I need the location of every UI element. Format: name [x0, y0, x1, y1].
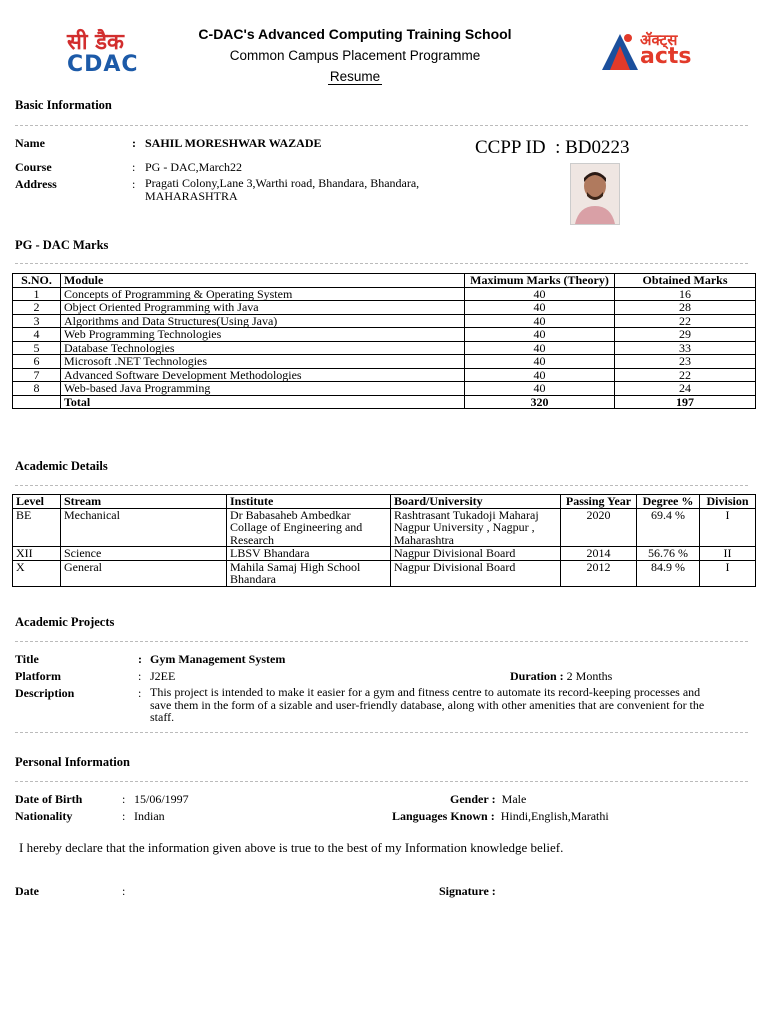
table-row [13, 547, 756, 561]
column-header: Board/University [391, 495, 561, 509]
module-cell: Web-based Java Programming [61, 382, 465, 396]
institute-cell [227, 560, 391, 586]
level-cell: BE [13, 508, 61, 547]
personal-heading: Personal Information [15, 755, 130, 769]
languages-label: Languages Known [392, 809, 488, 823]
institute-line: Collage of Engineering and [230, 520, 363, 534]
divider [15, 732, 748, 733]
serial-number-cell: 3 [13, 314, 61, 328]
board-line: Maharashtra [394, 532, 454, 547]
column-header: Institute [227, 495, 391, 509]
stream-cell: Science [61, 547, 227, 561]
marks-table [12, 273, 756, 409]
institute-line: Bhandara [230, 572, 276, 586]
divider [15, 781, 748, 782]
level-cell: XII [13, 547, 61, 561]
column-header: Degree % [637, 495, 700, 509]
course-label: Course [15, 160, 52, 174]
description-label: Description [15, 686, 75, 700]
board-line: Rashtrasant Tukadoji Maharaj [394, 507, 539, 522]
max-marks-cell: 40 [465, 301, 615, 315]
passing-year-cell: 2014 [561, 547, 637, 561]
degree-percent-cell: 84.9 % [637, 560, 700, 586]
project-description [150, 686, 750, 724]
board-cell [391, 508, 561, 547]
obtained-marks-cell: 23 [615, 355, 756, 369]
address-line-1: Pragati Colony,Lane 3,Warthi road, Bhandara, Bhandara, [145, 176, 420, 190]
languages-value: Hindi,English,Marathi [500, 809, 609, 823]
max-marks-cell: 40 [465, 368, 615, 382]
school-title: C-DAC's Advanced Computing Training School [198, 26, 512, 42]
description-line: save them in the form of a sizable and user-friendly database, along with other amenities that are convenient for the [150, 697, 705, 712]
serial-number-cell: 4 [13, 328, 61, 342]
address-value [145, 177, 419, 202]
board-line: Nagpur Divisional Board [394, 559, 516, 574]
max-marks-cell: 40 [465, 341, 615, 355]
level-cell: X [13, 560, 61, 586]
cdac-logo-hindi: सी डैक [67, 30, 124, 55]
max-marks-cell: 40 [465, 355, 615, 369]
dob-label: Date of Birth [15, 792, 83, 806]
gender-value: Male [501, 792, 527, 806]
table-row [13, 301, 756, 315]
ccpp-id: : BD0223 [555, 137, 630, 158]
degree-percent-cell: 69.4 % [637, 508, 700, 547]
platform-label: Platform [15, 669, 61, 683]
course-value: PG - DAC,March22 [145, 160, 242, 174]
acts-emblem-icon [600, 30, 640, 72]
board-cell [391, 560, 561, 586]
description-line: This project is intended to make it easier for a gym and fitness centre to automate its record-keeping processes and [150, 685, 701, 699]
dob-value: 15/06/1997 [134, 792, 189, 806]
column-header: Stream [61, 495, 227, 509]
module-cell: Algorithms and Data Structures(Using Java) [61, 314, 465, 328]
passing-year-cell: 2020 [561, 508, 637, 547]
obtained-marks-cell: 16 [615, 287, 756, 301]
serial-number-cell: 6 [13, 355, 61, 369]
serial-number-cell: 5 [13, 341, 61, 355]
institute-line: Research [230, 532, 274, 547]
candidate-photo [570, 163, 620, 225]
board-line: Nagpur Divisional Board [394, 546, 516, 560]
project-title: Gym Management System [150, 652, 286, 666]
serial-number-cell: 2 [13, 301, 61, 315]
table-row [13, 368, 756, 382]
max-marks-cell: 40 [465, 287, 615, 301]
column-header: Passing Year [561, 495, 637, 509]
total-label: Total [61, 395, 465, 409]
basic-info-heading: Basic Information [15, 98, 112, 112]
address-label: Address [15, 177, 57, 191]
cdac-logo [65, 26, 145, 78]
institute-line: Mahila Samaj High School [230, 559, 361, 574]
candidate-name: SAHIL MORESHWAR WAZADE [145, 136, 322, 150]
board-cell [391, 547, 561, 561]
divider [15, 485, 748, 486]
passing-year-cell: 2012 [561, 560, 637, 586]
total-max-marks: 320 [465, 395, 615, 409]
max-marks-cell: 40 [465, 382, 615, 396]
module-cell: Object Oriented Programming with Java [61, 301, 465, 315]
column-header: Obtained Marks [615, 274, 756, 288]
obtained-marks-cell: 24 [615, 382, 756, 396]
max-marks-cell: 40 [465, 314, 615, 328]
obtained-marks-cell: 33 [615, 341, 756, 355]
module-cell: Database Technologies [61, 341, 465, 355]
address-line-2: MAHARASHTRA [145, 188, 238, 203]
table-row [13, 355, 756, 369]
date-label: Date [15, 884, 39, 898]
acts-logo [600, 30, 710, 75]
module-cell: Microsoft .NET Technologies [61, 355, 465, 369]
institute-cell [227, 547, 391, 561]
gender-label: Gender [450, 792, 489, 806]
programme-subtitle: Common Campus Placement Programme [229, 48, 481, 63]
column-header: Division [700, 495, 756, 509]
divider [15, 263, 748, 264]
column-header: Level [13, 495, 61, 509]
divider [15, 125, 748, 126]
project-title-label: Title [15, 652, 39, 666]
duration-label: Duration [510, 669, 557, 683]
table-row [13, 341, 756, 355]
institute-cell [227, 508, 391, 547]
total-row [13, 395, 756, 409]
name-label: Name [15, 136, 45, 150]
table-header-row [13, 495, 756, 509]
resume-label: Resume [329, 69, 381, 84]
table-row [13, 508, 756, 547]
stream-cell: General [61, 560, 227, 586]
serial-number-cell: 7 [13, 368, 61, 382]
table-row [13, 328, 756, 342]
acts-logo-hindi: ॲक्ट्स [640, 31, 678, 49]
description-line: staff. [150, 710, 175, 724]
projects-heading: Academic Projects [15, 615, 115, 629]
institute-line: Dr Babasaheb Ambedkar [230, 507, 351, 522]
obtained-marks-cell: 22 [615, 314, 756, 328]
table-row [13, 287, 756, 301]
cdac-logo-text: CDAC [67, 52, 139, 77]
marks-heading: PG - DAC Marks [15, 238, 109, 252]
module-cell: Web Programming Technologies [61, 328, 465, 342]
obtained-marks-cell: 29 [615, 328, 756, 342]
table-row [13, 314, 756, 328]
obtained-marks-cell: 28 [615, 301, 756, 315]
column-header: S.NO. [13, 274, 61, 288]
declaration-text: I hereby declare that the information given above is true to the best of my Information knowledge belief. [19, 840, 564, 855]
duration-value: 2 Months [566, 669, 613, 683]
serial-number-cell: 1 [13, 287, 61, 301]
serial-number-cell: 8 [13, 382, 61, 396]
obtained-marks-cell: 22 [615, 368, 756, 382]
table-header-row [13, 274, 756, 288]
column-header: Module [61, 274, 465, 288]
column-header: Maximum Marks (Theory) [465, 274, 615, 288]
nationality-label: Nationality [15, 809, 73, 823]
acts-logo-text: acts [640, 44, 692, 69]
signature-label: Signature [439, 884, 489, 898]
degree-percent-cell: 56.76 % [637, 547, 700, 561]
board-line: Nagpur University , Nagpur , [394, 520, 535, 534]
divider [15, 641, 748, 642]
module-cell: Advanced Software Development Methodologies [61, 368, 465, 382]
table-row [13, 382, 756, 396]
division-cell: II [700, 547, 756, 561]
institute-line: LBSV Bhandara [230, 546, 310, 560]
total-obtained-marks: 197 [615, 395, 756, 409]
academic-heading: Academic Details [15, 459, 108, 473]
stream-cell: Mechanical [61, 508, 227, 547]
division-cell: I [700, 560, 756, 586]
ccpp-label: CCPP ID [475, 137, 546, 158]
person-photo-icon [571, 164, 619, 224]
academic-table [12, 494, 756, 587]
table-row [13, 560, 756, 586]
nationality-value: Indian [134, 809, 165, 823]
module-cell: Concepts of Programming & Operating System [61, 287, 465, 301]
max-marks-cell: 40 [465, 328, 615, 342]
platform-value: J2EE [150, 669, 176, 683]
division-cell: I [700, 508, 756, 547]
